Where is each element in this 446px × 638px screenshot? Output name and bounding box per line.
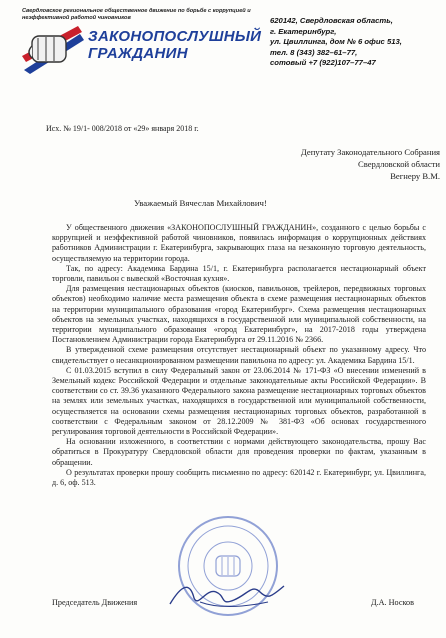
recipient-line: Депутату Законодательного Собрания	[300, 147, 440, 157]
contact-address	[270, 16, 446, 69]
letter-body	[52, 223, 426, 488]
brand-name-line1: ЗАКОНОПОСЛУШНЫЙ	[88, 28, 262, 45]
body-paragraph: Для размещения нестационарных объектов (киосков, павильонов, трейлеров, передвижных торговых объектов) необходимо наличие места размещения объекта в схеме размещения нестационарных объектов на территории муниципального образования «город Екатеринбург». Схема размещения нестационарных объектов на земельных участках, находящихся в государственной или муниципальной собственности, на территории муниципального образования «город Екатеринбург», на 2017-2018 годы утверждена Постановлением Администрации города Екатеринбурга от 29.11.2016 № 2366.	[52, 284, 426, 345]
recipient-line: Вегнеру В.М.	[390, 171, 440, 181]
body-paragraph: На основании изложенного, в соответствии с нормами действующего законодательства, прошу Вас обратиться в Прокуратуру Свердловской области для проведения проверки по фактам, указанным в обращении.	[52, 437, 426, 467]
body-paragraph: У общественного движения «ЗАКОНОПОСЛУШНЫЙ ГРАЖДАНИН», созданного с целью борьбы с коррупцией и неэффективной работой чиновников, появилась информация о коррупционных действиях работников Администрации г. Екатеринбурга, закрывающих глаза на незаконную торговую деятельность, осуществляемую на территории города.	[52, 223, 426, 263]
fist-logo	[20, 26, 86, 74]
org-description: Свердловское региональное общественное движение по борьбе с коррупцией и неэффективной работой чиновников	[22, 8, 251, 21]
address-line: тел. 8 (343) 382–61–77,	[270, 47, 358, 57]
address-line: ул. Цвиллинга, дом № 6 офис 513,	[270, 37, 402, 46]
body-paragraph: В утвержденной схеме размещения отсутствует нестационарный объект по указанному адресу. Что свидетельствует о несанкционированном размещении павильона по адресу: ул. Академика Бардина 15/1.	[52, 345, 426, 365]
reference-number: Исх. № 19/1- 008/2018 от «29» января 2018 г.	[46, 124, 199, 133]
address-line: 620142, Свердловская область,	[270, 16, 393, 25]
signatory-name: Д.А. Носков	[371, 598, 415, 607]
recipient-block	[264, 146, 440, 182]
body-paragraph: С 01.03.2015 вступил в силу Федеральный закон от 23.06.2014 № 171-ФЗ «О внесении изменений в Земельный кодекс Российской Федерации и отдельные законодательные акты Российской Федерации». В соответствии со ст. 39.36 указанного Федерального закона размещение нестационарных торговых объектов на землях или земельных участках, находящихся в государственной или муниципальной собственности, осуществляется на основании схемы размещения нестационарных торговых объектов, разработанной в соответствии с Федеральным законом от 28.12.2009 № 381-ФЗ «Об основах государственного регулирования торговой деятельности в Российской Федерации».	[52, 365, 426, 437]
body-paragraph: Так, по адресу: Академика Бардина 15/1, г. Екатеринбурга располагается нестационарный объект торговли, павильон с вывеской «Восточная кухня».	[52, 263, 426, 284]
signatory-title: Председатель Движения	[52, 598, 138, 607]
recipient-line: Свердловской области	[357, 159, 440, 169]
address-line: г. Екатеринбург,	[270, 26, 337, 36]
brand-name-line2: ГРАЖДАНИН	[88, 45, 188, 62]
greeting: Уважаемый Вячеслав Михайлович!	[134, 198, 267, 208]
handwritten-signature	[160, 574, 290, 614]
body-paragraph: О результатах проверки прошу сообщить письменно по адресу: 620142 г. Екатеринбург, ул. Цвиллинга, д. 6, оф. 513.	[52, 467, 426, 488]
address-line: сотовый +7 (922)107–77–47	[270, 58, 376, 67]
